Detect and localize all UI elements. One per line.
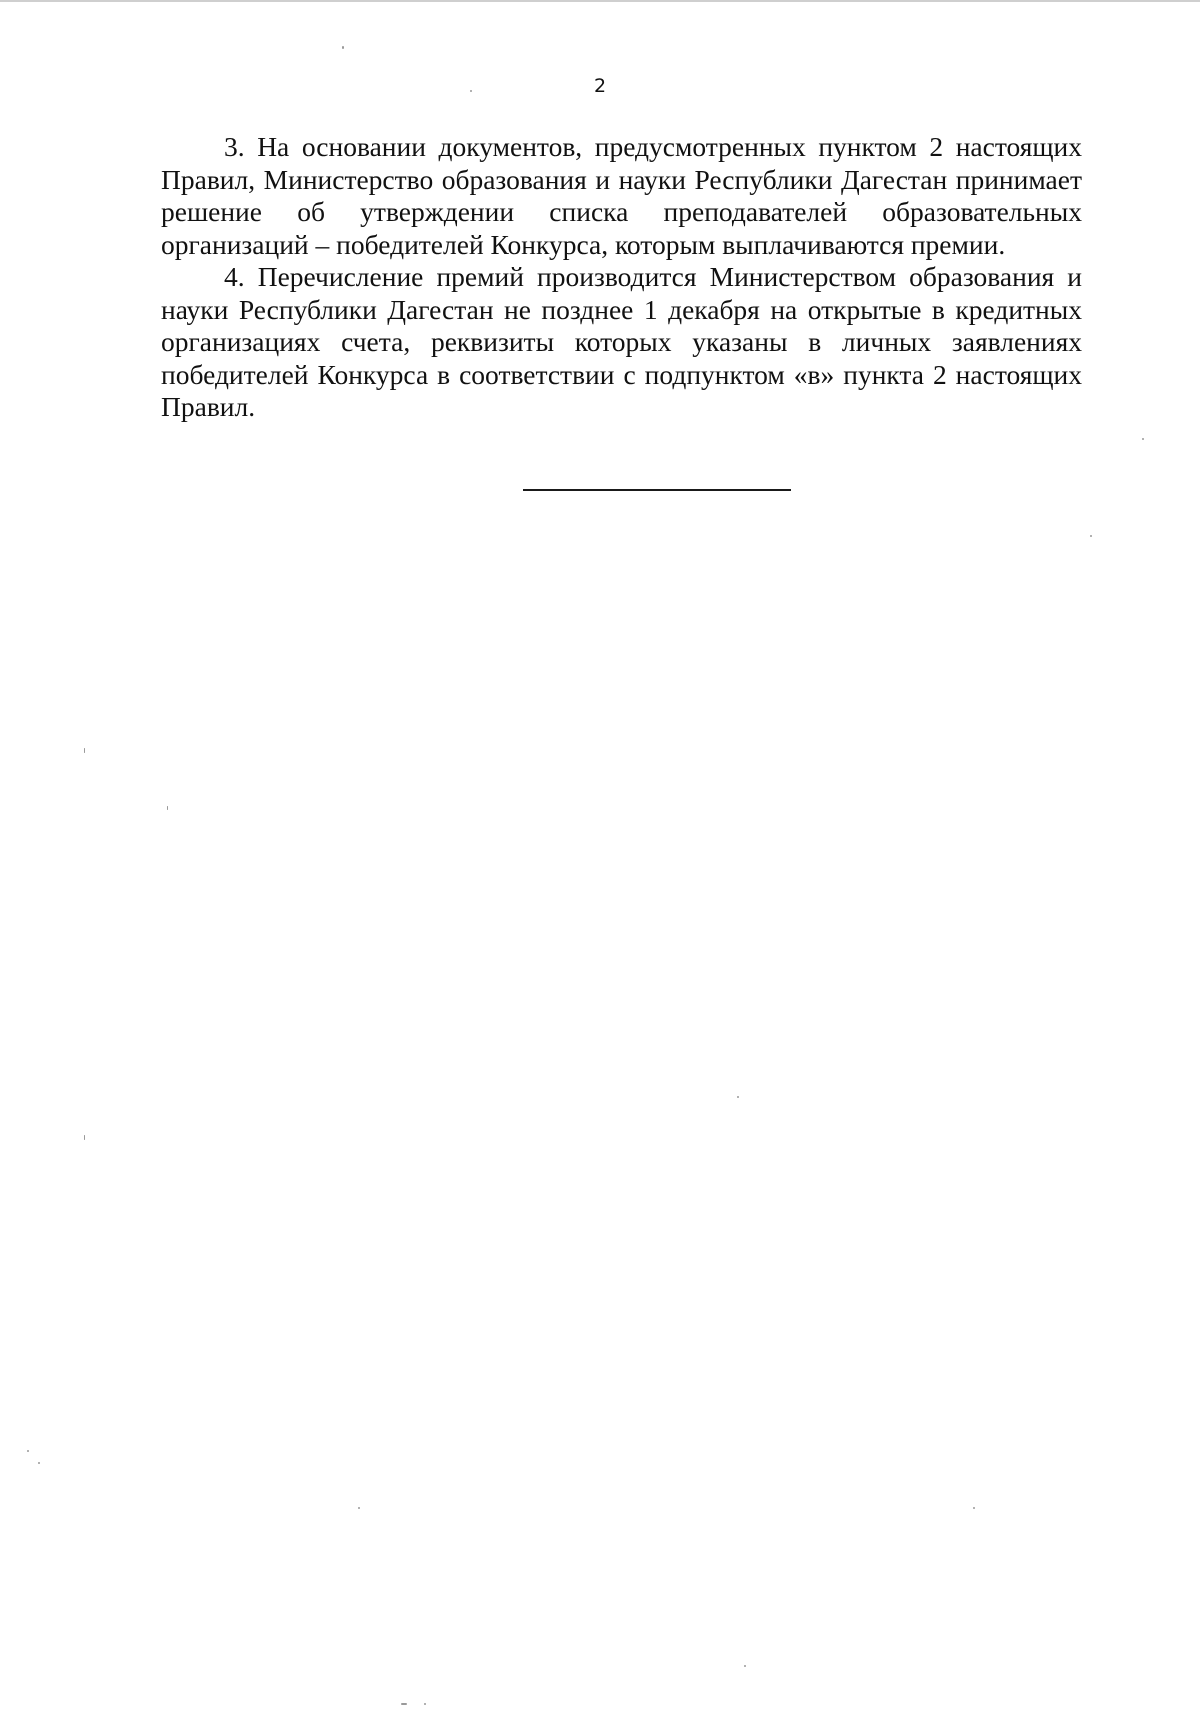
- scan-speck: [38, 1462, 40, 1464]
- page-top-edge: [0, 0, 1200, 2]
- scan-speck: [27, 1450, 29, 1452]
- scan-speck: [744, 1665, 746, 1667]
- scan-speck: [84, 748, 85, 753]
- scan-speck: [401, 1703, 407, 1705]
- scan-speck: [358, 1507, 360, 1509]
- scan-speck: [737, 1096, 739, 1098]
- scan-speck: [973, 1507, 975, 1509]
- paragraph-4: 4. Перечисление премий производится Министерством образования и науки Республики Дагестан не позднее 1 декабря на открытые в кредитных организациях счета, реквизиты которых указаны в личных заявлениях победителей Конкурса в соответствии с подпунктом «в» пункта 2 настоящих Правил.: [161, 261, 1082, 422]
- scan-speck: [1142, 438, 1144, 440]
- scan-speck: [424, 1703, 426, 1705]
- scan-speck: [167, 806, 168, 810]
- scan-speck: [1090, 535, 1092, 537]
- paragraph-3: 3. На основании документов, предусмотренных пунктом 2 настоящих Правил, Министерство образования и науки Республики Дагестан принимает решение об утверждении списка преподавателей образовательных организаций – победителей Конкурса, которым выплачиваются премии.: [161, 131, 1082, 260]
- scan-speck: [84, 1135, 85, 1140]
- document-body: [161, 131, 1082, 424]
- end-separator-line: [523, 489, 791, 491]
- scan-speck: [470, 90, 472, 92]
- page-number: 2: [593, 75, 607, 97]
- scan-speck: [342, 46, 344, 49]
